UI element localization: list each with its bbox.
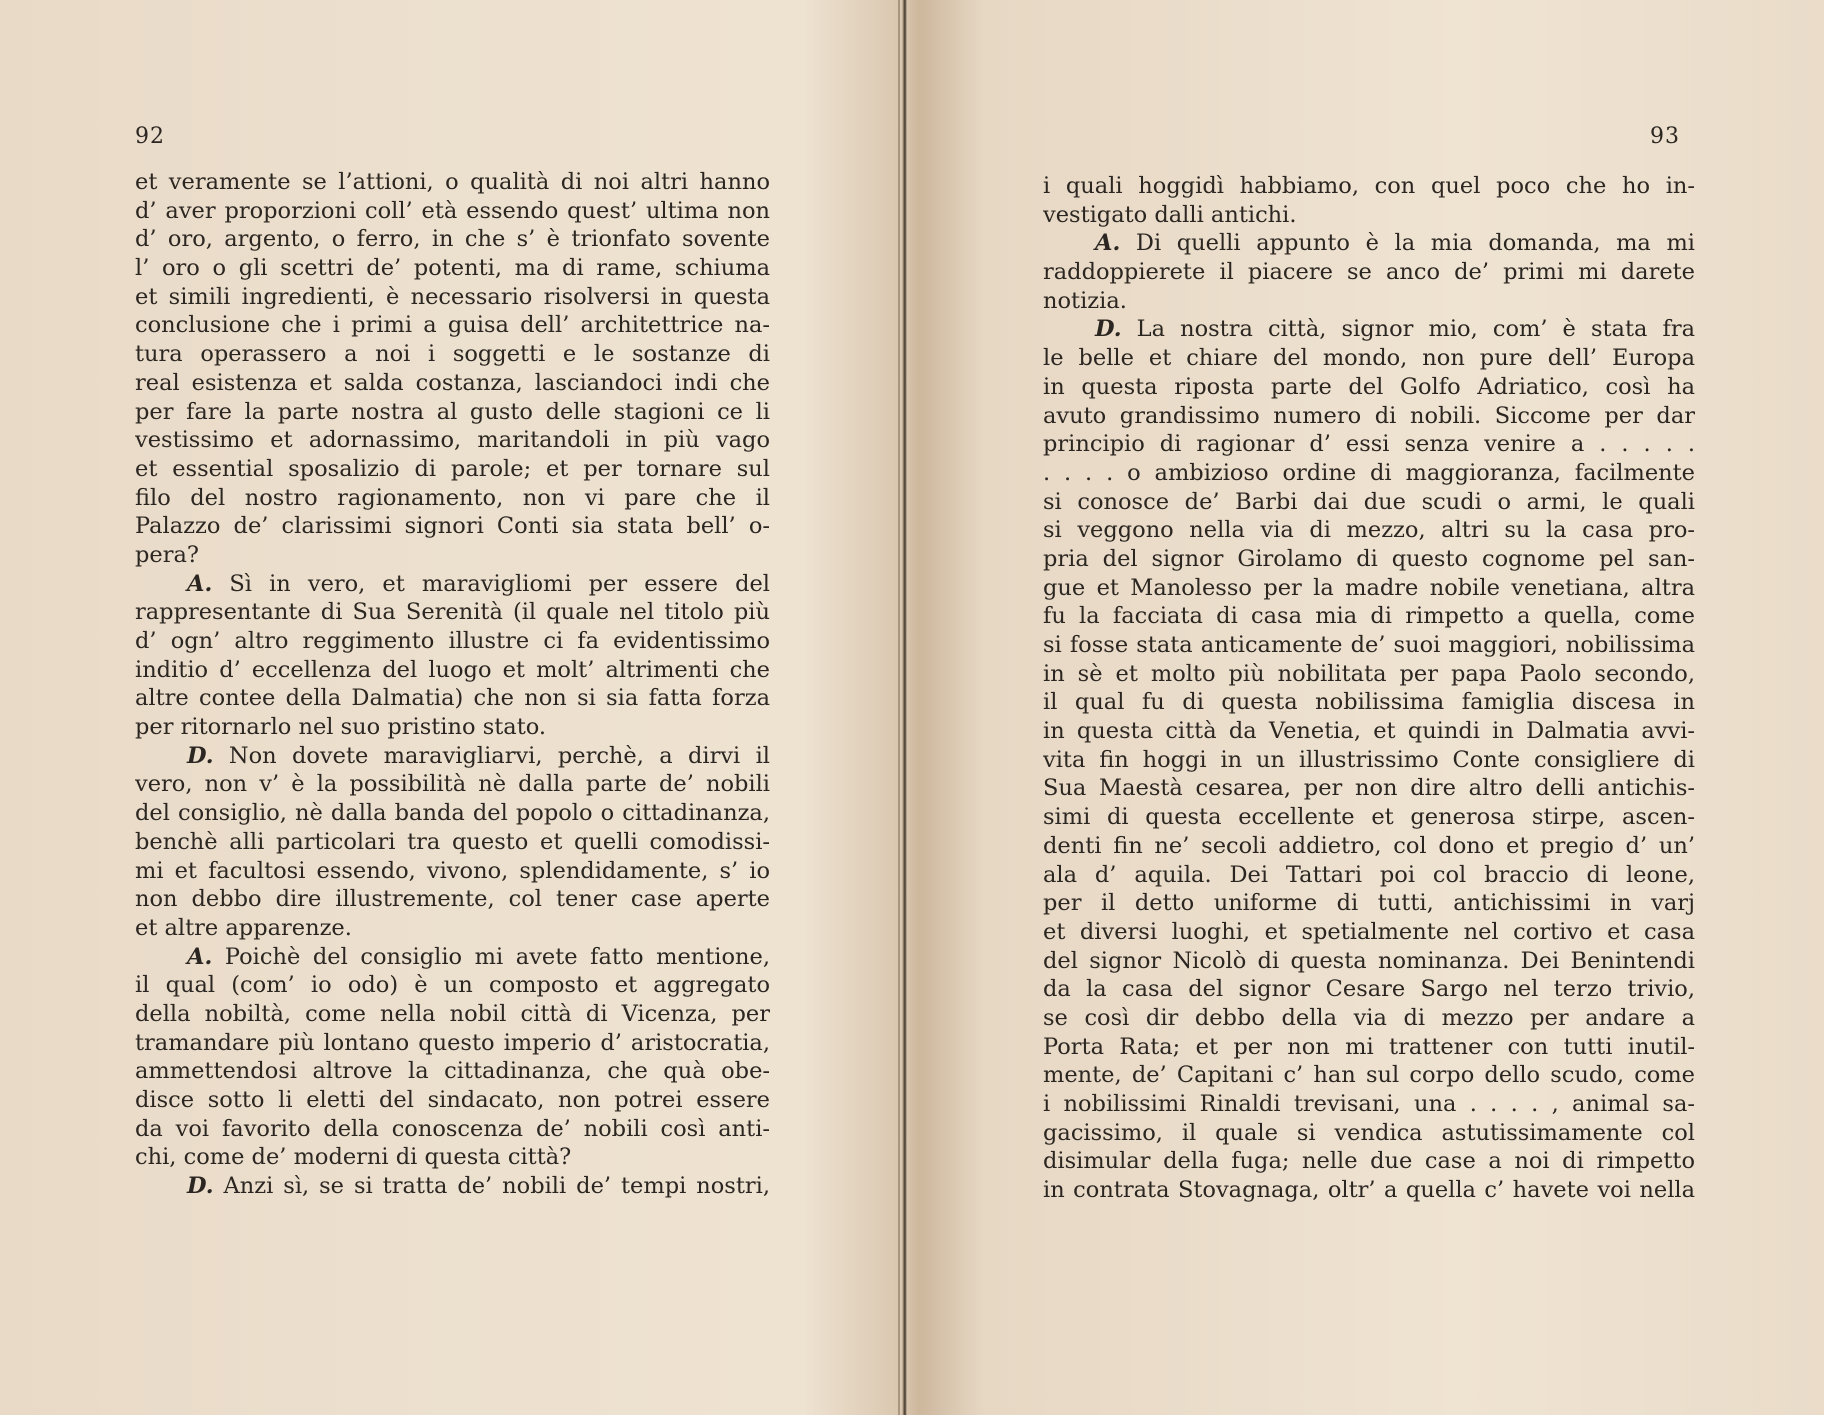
text-line xyxy=(135,656,770,685)
line-text: si veggono nella via di mezzo, altri su la casa pro- xyxy=(1043,517,1695,544)
line-text: ala d’ aquila. Dei Tattari poi col braccio di leone, xyxy=(1043,861,1695,888)
text-line xyxy=(1043,373,1695,402)
line-text: chi, come de’ moderni di questa città? xyxy=(135,1144,572,1171)
text-line xyxy=(1043,918,1695,947)
text-line xyxy=(1043,631,1695,660)
line-text: gue et Manolesso per la madre nobile venetiana, altra xyxy=(1043,574,1695,601)
text-line xyxy=(1043,344,1695,373)
text-line xyxy=(135,627,770,656)
text-line xyxy=(135,283,770,312)
text-line xyxy=(135,857,770,886)
text-line xyxy=(135,168,770,197)
line-text: et altre apparenze. xyxy=(135,914,352,941)
line-text: d’ oro, argento, o ferro, in che s’ è trionfato sovente xyxy=(135,226,770,253)
text-line xyxy=(1043,315,1695,344)
line-text: tura operassero a noi i soggetti e le sostanze di xyxy=(135,341,770,368)
text-line xyxy=(1043,602,1695,631)
text-line xyxy=(1043,172,1695,201)
text-line xyxy=(1043,861,1695,890)
text-line xyxy=(1043,832,1695,861)
line-text: gacissimo, il quale si vendica astutissimamente col xyxy=(1043,1119,1695,1146)
line-text: il qual fu di questa nobilissima famiglia discesa in xyxy=(1043,689,1695,716)
speaker-label: D. xyxy=(187,742,214,769)
text-line xyxy=(135,455,770,484)
text-line xyxy=(135,742,770,771)
book-gutter xyxy=(902,0,907,1415)
text-line xyxy=(135,1000,770,1029)
text-line xyxy=(135,1115,770,1144)
text-line xyxy=(1043,201,1695,230)
line-text: La nostra città, signor mio, com’ è stata fra xyxy=(1136,316,1695,343)
line-text: et essential sposalizio di parole; et per tornare sul xyxy=(135,455,770,482)
text-line xyxy=(1043,688,1695,717)
line-text: si fosse stata anticamente de’ suoi maggiori, nobilissima xyxy=(1043,632,1695,658)
line-text: simi di questa eccellente et generosa stirpe, ascen- xyxy=(1043,804,1695,831)
line-text: Porta Rata; et per non mi trattener con tutti inutil- xyxy=(1043,1033,1695,1060)
text-line xyxy=(1043,1176,1695,1205)
speaker-label: D. xyxy=(187,1173,214,1200)
line-text: avuto grandissimo numero di nobili. Siccome per dar xyxy=(1043,402,1695,429)
line-text: tramandare più lontano questo imperio d’ aristocratia, xyxy=(135,1029,770,1056)
line-text: . . . . o ambizioso ordine di maggioranza, facilmente xyxy=(1043,459,1695,486)
line-text: per il detto uniforme di tutti, antichissimi in varj xyxy=(1043,890,1695,917)
line-text: in questa città da Venetia, et quindi in Dalmatia avvi- xyxy=(1043,718,1695,745)
line-text: d’ aver proporzioni coll’ età essendo quest’ ultima non xyxy=(135,197,770,224)
text-line xyxy=(135,225,770,254)
line-text: Palazzo de’ clarissimi signori Conti sia stata bell’ o- xyxy=(135,513,770,540)
line-text: Poichè del consiglio mi avete fatto mentione, xyxy=(224,943,770,970)
line-text: il qual (com’ io odo) è un composto et aggregato xyxy=(135,972,770,999)
text-line xyxy=(135,770,770,799)
text-line xyxy=(1043,717,1695,746)
text-line xyxy=(1043,1033,1695,1062)
line-text: disce sotto li eletti del sindacato, non potrei essere xyxy=(135,1087,770,1113)
line-text: Anzi sì, se si tratta de’ nobili de’ tempi nostri, xyxy=(223,1173,770,1200)
text-line xyxy=(135,254,770,283)
text-line xyxy=(135,943,770,972)
page-number-right: 93 xyxy=(1650,124,1680,149)
line-text: pera? xyxy=(135,541,199,568)
line-text: si conosce de’ Barbi dai due scudi o armi, le quali xyxy=(1043,488,1695,515)
text-line xyxy=(135,598,770,627)
line-text: non debbo dire illustremente, col tener case aperte xyxy=(135,886,770,913)
line-text: notizia. xyxy=(1043,287,1127,314)
line-text: vita fin hoggi in un illustrissimo Conte consigliere di xyxy=(1043,746,1695,773)
line-text: Di quelli appunto è la mia domanda, ma mi xyxy=(1135,230,1695,257)
text-line xyxy=(135,541,770,570)
text-line xyxy=(1043,258,1695,287)
text-line xyxy=(135,828,770,857)
line-text: principio di ragionar d’ essi senza venire a . . . . . xyxy=(1043,431,1695,458)
speaker-label: A. xyxy=(187,943,213,970)
text-line xyxy=(135,398,770,427)
line-text: altre contee della Dalmatia) che non si sia fatta forza xyxy=(135,685,770,712)
text-line xyxy=(135,914,770,943)
text-line xyxy=(1043,516,1695,545)
text-line xyxy=(1043,1061,1695,1090)
line-text: per fare la parte nostra al gusto delle stagioni ce li xyxy=(135,398,770,425)
text-line xyxy=(1043,975,1695,1004)
text-line xyxy=(1043,1119,1695,1148)
text-line xyxy=(135,369,770,398)
line-text: denti fin ne’ secoli addietro, col dono et pregio d’ un’ xyxy=(1043,832,1695,859)
speaker-label: A. xyxy=(1095,230,1121,257)
text-line xyxy=(135,1029,770,1058)
line-text: inditio d’ eccellenza del luogo et molt’ altrimenti che xyxy=(135,656,770,683)
line-text: le belle et chiare del mondo, non pure dell’ Europa xyxy=(1043,345,1695,372)
line-text: benchè alli particolari tra questo et quelli comodissi- xyxy=(135,828,770,855)
line-text: real esistenza et salda costanza, lasciandoci indi che xyxy=(135,369,770,396)
text-line xyxy=(1043,889,1695,918)
line-text: et veramente se l’attioni, o qualità di noi altri hanno xyxy=(135,169,770,195)
text-line xyxy=(135,311,770,340)
left-page-text xyxy=(135,168,770,1201)
line-text: l’ oro o gli scettri de’ potenti, ma di rame, schiuma xyxy=(135,255,770,282)
text-line xyxy=(1043,402,1695,431)
line-text: mente, de’ Capitani c’ han sul corpo dello scudo, come xyxy=(1043,1062,1695,1089)
line-text: Sua Maestà cesarea, per non dire altro delli antichis- xyxy=(1043,775,1695,802)
line-text: da la casa del signor Cesare Sargo nel terzo trivio, xyxy=(1043,976,1695,1003)
text-line xyxy=(135,1143,770,1172)
page-number-left: 92 xyxy=(135,124,165,149)
line-text: et diversi luoghi, et spetialmente nel cortivo et casa xyxy=(1043,918,1695,945)
line-text: filo del nostro ragionamento, non vi pare che il xyxy=(135,484,770,511)
text-line xyxy=(1043,459,1695,488)
text-line xyxy=(135,426,770,455)
left-page xyxy=(0,0,900,1415)
text-line xyxy=(135,197,770,226)
line-text: mi et facultosi essendo, vivono, splendidamente, s’ io xyxy=(135,857,770,884)
text-line xyxy=(135,1086,770,1115)
line-text: se così dir debbo della via di mezzo per andare a xyxy=(1043,1004,1695,1031)
line-text: vestigato dalli antichi. xyxy=(1043,201,1297,228)
line-text: i nobilissimi Rinaldi trevisani, una . . . . , animal sa- xyxy=(1043,1091,1695,1117)
text-line xyxy=(1043,947,1695,976)
line-text: del signor Nicolò di questa nominanza. Dei Benintendi xyxy=(1043,947,1695,974)
line-text: vero, non v’ è la possibilità nè dalla parte de’ nobili xyxy=(135,771,770,798)
line-text: rappresentante di Sua Serenità (il quale nel titolo più xyxy=(135,599,770,626)
line-text: Non dovete maravigliarvi, perchè, a dirvi il xyxy=(228,742,770,769)
line-text: disimular della fuga; nelle due case a noi di rimpetto xyxy=(1043,1148,1695,1175)
text-line xyxy=(135,1057,770,1086)
speaker-label: A. xyxy=(187,570,213,597)
text-line xyxy=(1043,803,1695,832)
right-page xyxy=(910,0,1824,1415)
text-line xyxy=(135,570,770,599)
line-text: fu la facciata di casa mia di rimpetto a quella, come xyxy=(1043,603,1695,630)
text-line xyxy=(135,713,770,742)
text-line xyxy=(135,799,770,828)
text-line xyxy=(135,484,770,513)
text-line xyxy=(135,512,770,541)
text-line xyxy=(1043,430,1695,459)
line-text: vestissimo et adornassimo, maritandoli in più vago xyxy=(135,427,770,454)
text-line xyxy=(1043,545,1695,574)
speaker-label: D. xyxy=(1095,316,1122,343)
text-line xyxy=(1043,746,1695,775)
text-line xyxy=(1043,1147,1695,1176)
line-text: i quali hoggidì habbiamo, con quel poco che ho in- xyxy=(1043,173,1695,199)
line-text: ammettendosi altrove la cittadinanza, che quà obe- xyxy=(135,1058,770,1085)
text-line xyxy=(1043,287,1695,316)
line-text: raddoppierete il piacere se anco de’ primi mi darete xyxy=(1043,259,1695,286)
text-line xyxy=(1043,488,1695,517)
line-text: d’ ogn’ altro reggimento illustre ci fa evidentissimo xyxy=(135,628,770,654)
line-text: della nobiltà, come nella nobil città di Vicenza, per xyxy=(135,1000,770,1027)
line-text: per ritornarlo nel suo pristino stato. xyxy=(135,714,547,741)
line-text: et simili ingredienti, è necessario risolversi in questa xyxy=(135,283,770,310)
text-line xyxy=(135,684,770,713)
text-line xyxy=(135,340,770,369)
line-text: in sè et molto più nobilitata per papa Paolo secondo, xyxy=(1043,660,1695,687)
text-line xyxy=(1043,774,1695,803)
text-line xyxy=(1043,660,1695,689)
text-line xyxy=(135,885,770,914)
text-line xyxy=(135,1172,770,1201)
text-line xyxy=(1043,1090,1695,1119)
line-text: conclusione che i primi a guisa dell’ architettrice na- xyxy=(135,312,770,339)
text-line xyxy=(1043,574,1695,603)
right-page-text xyxy=(1043,172,1695,1205)
line-text: Sì in vero, et maravigliomi per essere del xyxy=(229,570,770,597)
line-text: in contrata Stovagnaga, oltr’ a quella c’ havete voi nella xyxy=(1043,1177,1695,1204)
line-text: pria del signor Girolamo di questo cognome pel san- xyxy=(1043,545,1695,572)
line-text: del consiglio, nè dalla banda del popolo o cittadinanza, xyxy=(135,800,770,827)
line-text: da voi favorito della conoscenza de’ nobili così anti- xyxy=(135,1115,770,1142)
line-text: in questa riposta parte del Golfo Adriatico, così ha xyxy=(1043,373,1695,400)
text-line xyxy=(1043,229,1695,258)
text-line xyxy=(135,971,770,1000)
text-line xyxy=(1043,1004,1695,1033)
